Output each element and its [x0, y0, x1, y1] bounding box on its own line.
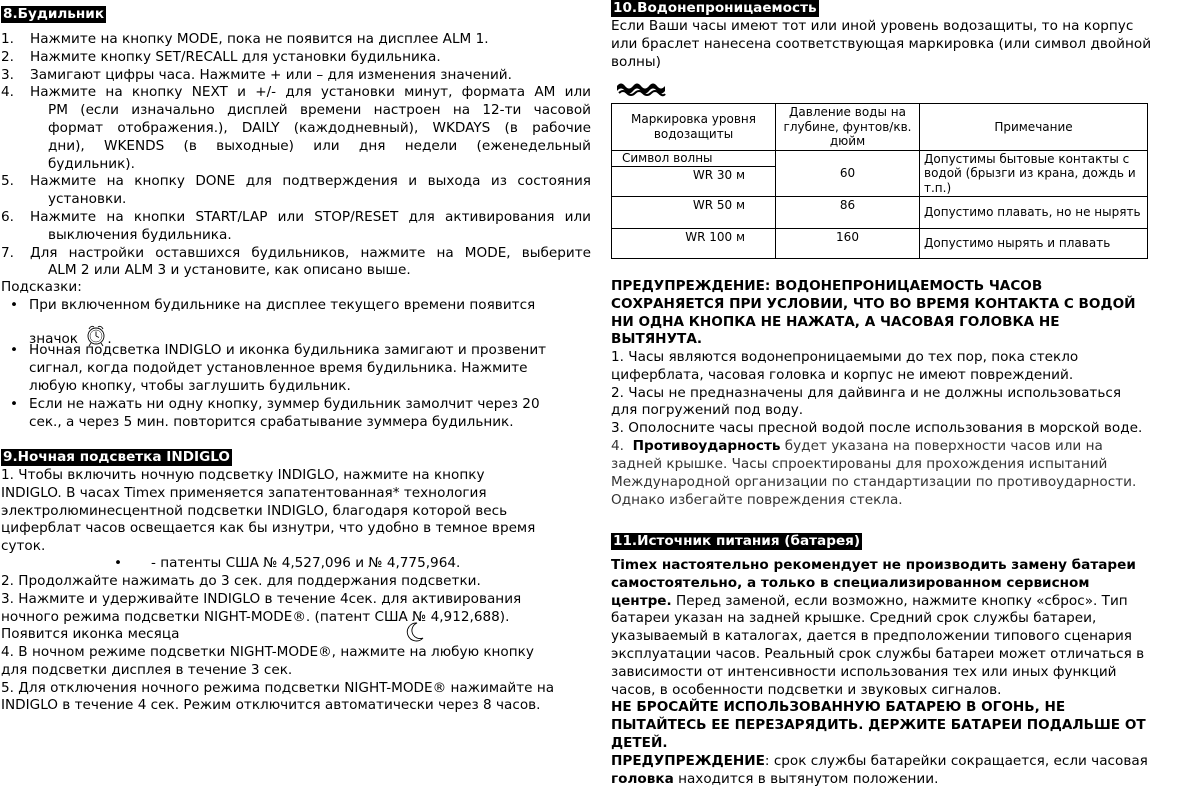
- table-cell-r1-value: 60: [776, 150, 920, 197]
- step-text: ALM 2 или ALM 3 и установите, как описано выше.: [48, 262, 411, 279]
- section-11-heading: 11.Источник питания (батарея): [613, 533, 861, 549]
- battery-text-3: Перед заменой, если возможно, нажмите кнопку «сброс». Тип: [671, 592, 1128, 609]
- hint-1-text: При включенном будильнике на дисплее текущего времени появится: [29, 297, 536, 313]
- text-line: любую кнопку, чтобы заглушить будильник.: [29, 377, 351, 394]
- water-notes: [611, 349, 1180, 438]
- section-10-title: [611, 0, 819, 17]
- step-number: 5.: [1, 173, 14, 190]
- alarm-step: [1, 49, 591, 67]
- step-text: Нажмите кнопку SET/RECALL для установки будильника.: [30, 48, 441, 65]
- text-line: Появится иконка месяца: [1, 626, 180, 643]
- alarm-step: [1, 31, 591, 49]
- step-number: [1, 262, 48, 280]
- hints-label: Подсказки:: [1, 279, 82, 295]
- step-text: Для настройки оставшихся будильников, нажмите на MODE, выберите: [30, 244, 591, 261]
- text-line: эксплуатации часов. Реальный срок службы батареи может отличаться в: [611, 645, 1145, 662]
- hint-1-icon-label: значок: [29, 330, 79, 347]
- battery-bold-2: самостоятельно, а только в специализированном сервисном: [611, 574, 1090, 591]
- battery-bold-1: Timex настоятельно рекомендует не производить замену батареи: [611, 557, 1136, 573]
- battery-bold-3: центре.: [611, 592, 672, 609]
- step-text: установки.: [48, 191, 127, 208]
- alarm-step: [1, 120, 591, 138]
- moon-icon: [403, 621, 425, 643]
- step-text: Нажмите на кнопку MODE, пока не появится на дисплее ALM 1.: [30, 31, 489, 47]
- text-line: для подсветки дисплея в течение 3 сек.: [1, 661, 293, 678]
- text-line: ДЕТЕЙ.: [611, 734, 668, 751]
- text-line: циферблат часов освещается как бы изнутри, что удобно в темное время: [1, 520, 536, 537]
- step-number: [1, 156, 48, 174]
- water-warning: [611, 278, 1180, 349]
- section-10-intro: [611, 18, 1180, 71]
- shock-number: 4.: [611, 438, 633, 454]
- alarm-step: [1, 227, 591, 245]
- text-line: ПЫТАЙТЕСЬ ЕЕ ПЕРЕЗАРЯДИТЬ. ДЕРЖИТЕ БАТАРЕИ ПОДАЛЬШЕ ОТ: [611, 717, 1146, 734]
- section-9-paragraph-2: [1, 573, 591, 644]
- shock-term: Противоударность: [632, 438, 781, 454]
- battery-caps-warning: [611, 699, 1180, 752]
- table-header-marking: Маркировка уровня водозащиты: [612, 104, 776, 151]
- alarm-step: [1, 102, 591, 120]
- text-line: ночного режима подсветки NIGHT-MODE®. (патент США № 4,912,688).: [1, 608, 510, 625]
- step-number: 6.: [1, 208, 14, 225]
- alarm-step: [1, 138, 591, 156]
- step-number: 4.: [1, 84, 14, 101]
- step-text: Замигают цифры часа. Нажмите + или – для изменения значений.: [30, 66, 512, 83]
- bullet: •: [10, 297, 19, 313]
- step-number: 7.: [1, 244, 14, 261]
- text-line: сек., а через 5 мин. повторится срабатывание зуммера будильник.: [29, 413, 514, 430]
- section-10-heading: 10.Водонепроницаемость: [613, 0, 817, 16]
- table-header-note: Примечание: [920, 104, 1148, 151]
- table-cell-r2-value: 86: [776, 197, 920, 229]
- text-line: 5. Для отключения ночного режима подсветки NIGHT-MODE® нажимайте на: [1, 679, 555, 696]
- step-number: 2.: [1, 48, 14, 65]
- step-text: выключения будильника.: [48, 226, 232, 243]
- text-line: 3. Нажмите и удерживайте INDIGLO в течение 4сек. для активирования: [1, 590, 522, 607]
- shock-resistance-rest: [611, 456, 1180, 509]
- step-text: будильник).: [48, 155, 135, 172]
- text-line: ПРЕДУПРЕЖДЕНИЕ: ВОДОНЕПРОНИЦАЕМОСТЬ ЧАСОВ: [611, 278, 1043, 294]
- table-cell-r1-mark: WR 30 м: [612, 167, 776, 197]
- patent-bullet: •: [114, 555, 123, 571]
- hint-2: [1, 342, 591, 395]
- text-line: СОХРАНЯЕТСЯ ПРИ УСЛОВИИ, ЧТО ВО ВРЕМЯ КОНТАКТА С ВОДОЙ: [611, 295, 1136, 312]
- text-line: или браслет нанесена соответствующая маркировка (или символ двойной: [611, 35, 1152, 52]
- alarm-step: [1, 67, 591, 85]
- text-line: INDIGLO. В часах Timex применяется запатентованная* технология: [1, 484, 487, 501]
- step-number: 3.: [1, 66, 14, 83]
- section-9-heading: 9.Ночная подсветка INDIGLO: [3, 449, 230, 465]
- double-wave-icon: [616, 80, 666, 98]
- section-9-paragraph-1: [1, 467, 591, 556]
- hint-1-period: .: [107, 330, 112, 347]
- text-line: Если не нажать ни одну кнопку, зуммер будильник замолчит через 20: [29, 396, 540, 412]
- table-cell-r3-mark: WR 100 м: [612, 229, 776, 259]
- text-line: волны): [611, 53, 661, 70]
- text-line: 4. В ночном режиме подсветки NIGHT-MODE®, нажмите на любую кнопку: [1, 644, 534, 660]
- step-number: [1, 191, 48, 209]
- table-cell-r2-note: Допустимо плавать, но не нырять: [920, 197, 1148, 229]
- shock-text: будет указана на поверхности часов или на: [780, 438, 1103, 454]
- hint-1: [1, 297, 591, 349]
- text-line: электролюминесцентной подсветки INDIGLO, благодаря которой весь: [1, 502, 508, 519]
- table-cell-r2-mark: WR 50 м: [612, 197, 776, 229]
- text-line: зависимости от интенсивности использования тех или иных функций: [611, 663, 1117, 680]
- alarm-step: [1, 156, 591, 174]
- hint-3: [1, 396, 591, 432]
- table-cell-r3-note: Допустимо нырять и плавать: [920, 229, 1148, 259]
- step-text: Нажмите на кнопку DONE для подтверждения и выхода из состояния: [30, 173, 591, 190]
- alarm-step: [1, 173, 591, 191]
- text-line: Международной организации по стандартизации по противоударности.: [611, 473, 1137, 490]
- step-text: PM (если изначально дисплей времени настроен на 12-ти часовой: [48, 102, 591, 119]
- table-cell-r1-note: Допустимы бытовые контакты с водой (брызги из крана, дождь и т.п.): [920, 150, 1148, 197]
- text-line: циферблата, часовая головка и корпус не имеют повреждений.: [611, 366, 1074, 383]
- text-line: 2. Часы не предназначены для дайвинга и не должны использоваться: [611, 384, 1121, 401]
- battery-warning-text: : срок службы батарейки сокращается, если часовая: [764, 752, 1148, 769]
- bullet: •: [10, 396, 19, 412]
- text-line: НЕ БРОСАЙТЕ ИСПОЛЬЗОВАННУЮ БАТАРЕЮ В ОГОНЬ, НЕ: [611, 699, 1066, 716]
- alarm-step: [1, 84, 591, 102]
- battery-crown-text: находится в вытянутом положении.: [673, 770, 939, 787]
- text-line: 1. Чтобы включить ночную подсветку INDIGLO, нажмите на кнопку: [1, 467, 485, 483]
- text-line: суток.: [1, 538, 46, 555]
- battery-lines: [611, 610, 1180, 699]
- battery-crown-label: головка: [611, 770, 674, 787]
- section-8-heading: 8.Будильник: [3, 6, 105, 22]
- battery-warning-label: ПРЕДУПРЕЖДЕНИЕ: [611, 752, 765, 769]
- text-line: задней крышке. Часы спроектированы для прохождения испытаний: [611, 456, 1108, 472]
- alarm-step: [1, 191, 591, 209]
- section-9-paragraph-3: [1, 644, 591, 715]
- alarm-step: [1, 245, 591, 263]
- table-cell-wave-symbol: Символ волны: [612, 150, 776, 167]
- text-line: ВЫТЯНУТА.: [611, 331, 703, 348]
- section-11-title: [611, 533, 862, 550]
- patent-text: - патенты США № 4,527,096 и № 4,775,964.: [151, 555, 461, 571]
- table-cell-r3-value: 160: [776, 229, 920, 259]
- text-line: 3. Ополосните часы пресной водой после использования в морской воде.: [611, 420, 1143, 437]
- text-line: сигнал, когда подойдет установленное время будильника. Нажмите: [29, 359, 528, 376]
- text-line: 1. Часы являются водонепроницаемыми до тех пор, пока стекло: [611, 349, 1079, 365]
- text-line: часов, в особенности подсветки и звуковых сигналов.: [611, 681, 1002, 698]
- step-number: [1, 227, 48, 245]
- text-line: 2. Продолжайте нажимать до 3 сек. для поддержания подсветки.: [1, 573, 481, 589]
- alarm-steps-list: [1, 31, 591, 280]
- text-line: INDIGLO в течение 4 сек. Режим отключится автоматически через 8 часов.: [1, 697, 541, 714]
- alarm-step: [1, 262, 591, 280]
- step-number: 1.: [1, 31, 14, 47]
- step-number: [1, 120, 48, 138]
- step-text: формат отображения.), DAILY (каждодневный), WKDAYS (в рабочие: [48, 119, 591, 136]
- alarm-step: [1, 209, 591, 227]
- section-9-title: [1, 449, 232, 466]
- step-number: [1, 138, 48, 156]
- table-header-pressure: Давление воды на глубине, фунтов/кв. дюйм: [776, 104, 920, 151]
- battery-paragraph: [611, 557, 1180, 788]
- text-line: указываемый в каталогах, дается в предположении типового сценария: [611, 628, 1132, 645]
- text-line: Если Ваши часы имеют тот или иной уровень водозащиты, то на корпус: [611, 18, 1134, 34]
- text-line: Ночная подсветка INDIGLO и иконка будильника замигают и прозвенит: [29, 342, 547, 358]
- water-resistance-table: [611, 103, 1148, 259]
- section-8-title: [1, 6, 106, 23]
- text-line: НИ ОДНА КНОПКА НЕ НАЖАТА, А ЧАСОВАЯ ГОЛОВКА НЕ: [611, 313, 1060, 330]
- text-line: [1, 396, 591, 414]
- text-line: для погружений под воду.: [611, 402, 804, 419]
- step-text: Нажмите на кнопку NEXT и +/- для установки минут, формата AM или: [30, 84, 591, 101]
- shock-resistance-line: [611, 438, 1180, 456]
- step-text: Нажмите на кнопки START/LAP или STOP/RESET для активирования или: [30, 208, 591, 225]
- step-text: дни), WKENDS (в выходные) или дня недели (еженедельный: [48, 137, 591, 154]
- text-line: Однако избегайте повреждения стекла.: [611, 491, 903, 508]
- text-line: [1, 342, 591, 360]
- step-number: [1, 102, 48, 120]
- text-line: батареи указан на задней крышке. Средний срок службы батареи,: [611, 610, 1097, 627]
- bullet: •: [10, 342, 19, 358]
